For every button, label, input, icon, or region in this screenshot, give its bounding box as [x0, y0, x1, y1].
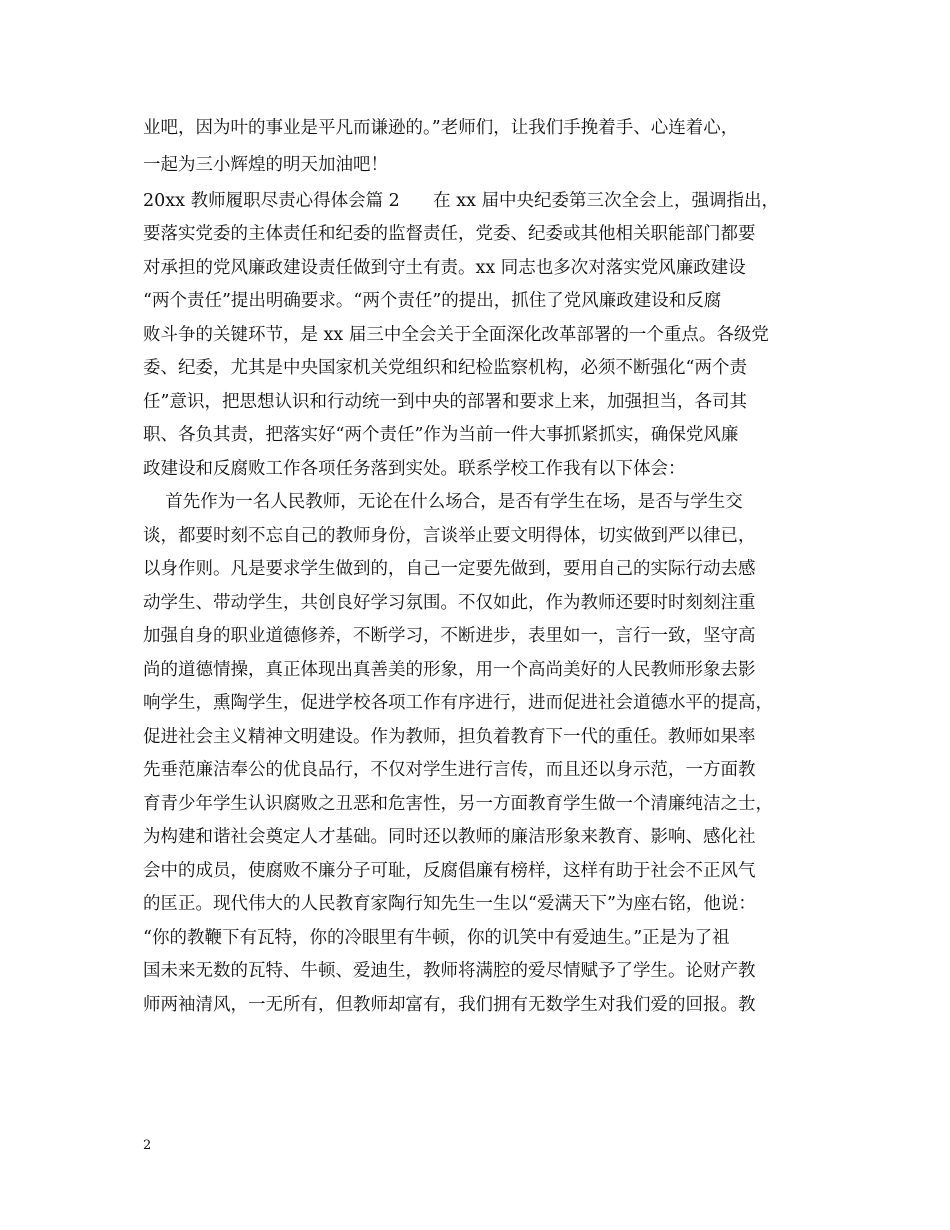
text-line-11: 政建设和反腐败工作各项任务落到实处。联系学校工作我有以下体会：: [143, 459, 686, 479]
text-line-9: 任”意识，把思想认识和行动统一到中央的部署和要求上来，加强担当，各司其: [143, 392, 747, 412]
text-line-26: 国未来无数的瓦特、牛顿、爱迪生，教师将满腔的爱尽情赋予了学生。论财产教: [143, 961, 756, 981]
text-line-19: 促进社会主义精神文明建设。作为教师，担负着教育下一代的重任。教师如果率: [143, 727, 756, 747]
text-line-10: 职、各负其责，把落实好“两个责任”作为当前一件大事抓紧抓实，确保党风廉: [143, 425, 739, 445]
text-line-12: 首先作为一名人民教师，无论在什么场合，是否有学生在场，是否与学生交: [143, 492, 743, 512]
text-line-4: 要落实党委的主体责任和纪委的监督责任，党委、纪委或其他相关职能部门都要: [143, 224, 756, 244]
text-line-24: 的匡正。现代伟大的人民教育家陶行知先生一生以“爱满天下”为座右铭，他说：: [143, 894, 756, 914]
text-line-16: 加强自身的职业道德修养，不断学习，不断进步，表里如一，言行一致，坚守高: [143, 626, 756, 646]
text-line-15: 动学生、带动学生，共创良好学习氛围。不仅如此，作为教师还要时时刻刻注重: [143, 593, 756, 613]
text-line-17: 尚的道德情操，真正体现出真善美的形象，用一个高尚美好的人民教师形象去影: [143, 660, 756, 680]
text-line-14: 以身作则。凡是要求学生做到的，自己一定要先做到，要用自己的实际行动去感: [143, 559, 756, 579]
text-line-13: 谈，都要时刻不忘自己的教师身份，言谈举止要文明得体，切实做到严以律已，: [143, 526, 756, 546]
text-line-6: “两个责任”提出明确要求。“两个责任”的提出，抓住了党风廉政建设和反腐: [143, 291, 722, 311]
text-line-22: 为构建和谐社会奠定人才基础。同时还以教师的廉洁形象来教育、影响、感化社: [143, 827, 756, 847]
text-line-7: 败斗争的关键环节，是 xx 届三中全会关于全面深化改革部署的一个重点。各级党: [143, 325, 769, 345]
text-line-18: 响学生，熏陶学生，促进学校各项工作有序进行，进而促进社会道德水平的提高，: [143, 693, 773, 713]
text-line-3: 20xx 教师履职尽责心得体会篇 2 在 xx 届中央纪委第三次全会上，强调指出，: [143, 191, 780, 211]
text-line-21: 育青少年学生认识腐败之丑恶和危害性，另一方面教育学生做一个清廉纯洁之士，: [143, 794, 773, 814]
text-line-20: 先垂范廉洁奉公的优良品行，不仅对学生进行言传，而且还以身示范，一方面教: [143, 760, 756, 780]
text-line-1: 业吧，因为叶的事业是平凡而谦逊的。”老师们，让我们手挽着手、心连着心，: [143, 118, 739, 138]
text-line-5: 对承担的党风廉政建设责任做到守土有责。xx 同志也多次对落实党风廉政建设: [143, 258, 746, 278]
page-number: 2: [143, 1138, 152, 1153]
text-line-27: 师两袖清风，一无所有，但教师却富有，我们拥有无数学生对我们爱的回报。教: [143, 995, 756, 1015]
text-line-2: 一起为三小辉煌的明天加油吧！: [143, 155, 388, 175]
text-line-23: 会中的成员，使腐败不廉分子可耻，反腐倡廉有榜样，这样有助于社会不正风气: [143, 861, 756, 881]
text-line-25: “你的教鞭下有瓦特，你的冷眼里有牛顿，你的讥笑中有爱迪生。”正是为了祖: [143, 928, 730, 948]
text-line-8: 委、纪委，尤其是中央国家机关党组织和纪检监察机构，必须不断强化“两个责: [143, 358, 747, 378]
